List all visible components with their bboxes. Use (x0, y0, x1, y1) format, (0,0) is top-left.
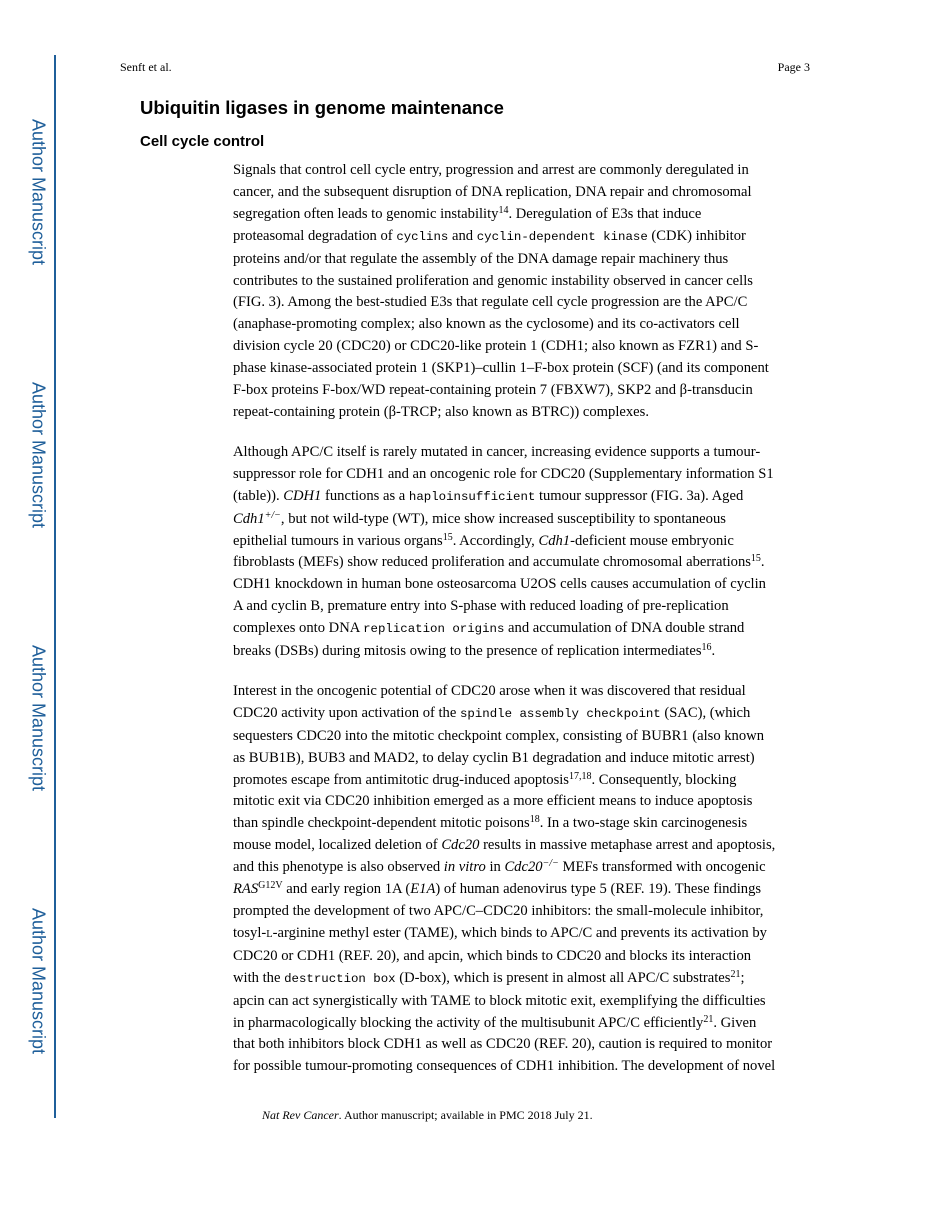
text-run: . Given (713, 1014, 757, 1031)
glossary-term: cyclin-dependent kinase (476, 229, 648, 244)
text-line (233, 726, 813, 748)
text-run: Interest in the oncogenic potential of CDC20 arose when it was discovered that residual (233, 682, 746, 699)
text-line (233, 249, 813, 271)
text-run: CDC20 or CDH1 (REF. 20), and apcin, which binds to CDC20 and blocks its interaction (233, 947, 752, 964)
text-run: phase kinase-associated protein 1 (SKP1)–cullin 1–F-box protein (SCF) (and its component (233, 360, 769, 377)
text-line (233, 292, 813, 314)
text-run: . Deregulation of E3s that induce (508, 205, 702, 222)
text-line (233, 968, 813, 991)
text-run: repeat-containing protein (β-TRCP; also known as BTRC)) complexes. (233, 403, 649, 420)
text-run: L (266, 928, 273, 940)
running-head-authors: Senft et al. (120, 60, 172, 74)
superscript: 15 (750, 553, 761, 565)
text-run: A and cyclin B, premature entry into S-phase with reduced loading of pre-replication (233, 598, 729, 615)
text-run: ) of human adenovirus type 5 (REF. 19). These findings (435, 881, 762, 898)
glossary-term: replication origins (363, 622, 505, 637)
superscript: 15 (442, 531, 453, 543)
subsection-title: Cell cycle control (140, 133, 265, 150)
text-run: functions as a (321, 487, 409, 504)
text-line (233, 770, 813, 792)
text-run: and (448, 227, 477, 244)
superscript: 17,18 (568, 770, 592, 782)
text-run: that both inhibitors block CDH1 as well as CDC20 (REF. 20), caution is required to monitor (233, 1036, 773, 1053)
superscript: −/− (542, 858, 559, 870)
text-line (233, 618, 813, 641)
text-line (233, 442, 813, 464)
author-manuscript-label: Author Manuscript (28, 118, 49, 266)
author-manuscript-label: Author Manuscript (28, 381, 49, 529)
text-run: MEFs transformed with oncogenic (558, 859, 766, 876)
text-run: Although APC/C itself is rarely mutated in cancer, increasing evidence supports a tumour- (233, 443, 761, 460)
text-run: complexes onto DNA (233, 620, 364, 637)
text-line (233, 486, 813, 509)
text-line (233, 596, 813, 618)
text-line (233, 464, 813, 486)
text-run: mitotic exit via CDC20 inhibition emerged as a more efficient means to induce apoptosis (233, 793, 753, 810)
text-line (233, 703, 813, 726)
text-run: (D-box), which is present in almost all APC/C substrates (395, 969, 731, 986)
text-run: CDH1 (283, 487, 322, 504)
text-line (233, 204, 813, 226)
text-line (233, 552, 813, 574)
text-run: E1A (410, 881, 436, 898)
text-run: F-box proteins F-box/WD repeat-containing protein 7 (FBXW7), SKP2 and β-transducin (233, 382, 753, 399)
text-run: mouse model, localized deletion of (233, 837, 442, 854)
paragraph (233, 442, 813, 663)
text-run: in pharmacologically blocking the activity of the multisubunit APC/C efficiently (233, 1014, 704, 1031)
text-run: , but not wild-type (WT), mice show increased susceptibility to spontaneous (280, 510, 726, 527)
text-line (233, 641, 813, 663)
text-run: CDC20 activity upon activation of the (233, 704, 460, 721)
text-line (233, 748, 813, 770)
text-run: CDH1 knockdown in human bone osteosarcoma U2OS cells causes accumulation of cyclin (233, 576, 766, 593)
paragraph (233, 681, 813, 1078)
text-run: segregation often leads to genomic instability (233, 205, 499, 222)
text-run: Cdc20 (441, 837, 480, 854)
text-run: promotes escape from antimitotic drug-induced apoptosis (233, 771, 569, 788)
text-run: division cycle 20 (CDC20) or CDC20-like protein 1 (CDH1; also known as FZR1) and S- (233, 338, 759, 355)
text-line (233, 991, 813, 1013)
text-line (233, 681, 813, 703)
body-text (233, 160, 813, 1096)
glossary-term: spindle assembly checkpoint (459, 706, 661, 721)
text-line (233, 574, 813, 596)
footer-text: . Author manuscript; available in PMC 2018 July 21. (338, 1108, 593, 1122)
text-run: Cdh1 (538, 532, 571, 549)
text-run: fibroblasts (MEFs) show reduced proliferation and accumulate chromosomal aberrations (233, 554, 751, 571)
text-line (233, 271, 813, 293)
glossary-term: haploinsufficient (408, 489, 536, 504)
superscript: 14 (498, 204, 509, 216)
text-line (233, 1034, 813, 1056)
text-line (233, 380, 813, 402)
glossary-term: destruction box (284, 971, 396, 986)
text-line (233, 1056, 813, 1078)
text-line (233, 358, 813, 380)
text-run: breaks (DSBs) during mitosis owing to the presence of replication intermediates (233, 643, 702, 660)
text-run: than spindle checkpoint-dependent mitotic poisons (233, 815, 530, 832)
text-run: . (760, 554, 765, 571)
text-run: results in massive metaphase arrest and apoptosis, (479, 837, 776, 854)
text-run: and early region 1A ( (282, 881, 411, 898)
text-line (233, 835, 813, 857)
page-number: Page 3 (777, 60, 810, 74)
text-line (233, 226, 813, 249)
text-run: prompted the development of two APC/C–CDC20 inhibitors: the small-molecule inhibitor, (233, 903, 764, 919)
text-run: (table)). (233, 487, 284, 504)
text-run: and this phenotype is also observed (233, 859, 444, 876)
text-run: in vitro (443, 859, 486, 876)
text-line (233, 531, 813, 553)
text-line (233, 336, 813, 358)
text-run: ; (740, 969, 745, 986)
section-title: Ubiquitin ligases in genome maintenance (140, 97, 504, 118)
text-line (233, 182, 813, 204)
text-run: Signals that control cell cycle entry, progression and arrest are commonly deregulated in (233, 162, 749, 178)
text-run: in (485, 859, 505, 876)
text-line (233, 946, 813, 968)
text-line (233, 791, 813, 813)
superscript: G12V (258, 880, 283, 892)
text-run: for possible tumour-promoting consequences of CDH1 inhibition. The development of novel (233, 1058, 776, 1075)
glossary-term: cyclins (396, 229, 449, 244)
text-run: tosyl- (233, 924, 267, 941)
paragraph (233, 160, 813, 424)
text-run: . Consequently, blocking (591, 771, 737, 788)
text-line (233, 879, 813, 901)
text-run: RAS (233, 881, 259, 898)
text-run: (SAC), (which (660, 704, 751, 721)
superscript: 18 (529, 814, 540, 826)
text-run: . (711, 643, 716, 660)
text-run: -deficient mouse embryonic (570, 532, 734, 549)
text-run: proteins and/or that regulate the assembly of the DNA damage repair machinery thus (233, 250, 729, 267)
text-line (233, 314, 813, 336)
text-run: sequesters CDC20 into the mitotic checkpoint complex, consisting of BUBR1 (also known (233, 727, 764, 744)
text-line (233, 857, 813, 879)
text-run: Cdh1 (233, 510, 265, 527)
superscript: 21 (730, 968, 741, 980)
journal-name: Nat Rev Cancer (262, 1108, 339, 1122)
text-run: proteasomal degradation of (233, 227, 397, 244)
author-manuscript-label: Author Manuscript (28, 644, 49, 792)
text-run: as BUB1B), BUB3 and MAD2, to delay cyclin B1 degradation and induce mitotic arrest) (233, 749, 755, 766)
text-run: Cdc20 (504, 859, 543, 876)
superscript: +/− (264, 509, 281, 521)
text-line (233, 160, 813, 182)
text-line (233, 402, 813, 424)
text-line (233, 1013, 813, 1035)
superscript: 16 (701, 642, 712, 654)
text-run: -arginine methyl ester (TAME), which binds to APC/C and prevents its activation by (272, 924, 767, 941)
text-run: suppressor role for CDH1 and an oncogenic role for CDC20 (Supplementary information S1 (233, 465, 774, 482)
text-line (233, 813, 813, 835)
text-run: . In a two-stage skin carcinogenesis (539, 815, 748, 832)
text-run: contributes to the sustained proliferation and genomic instability observed in cancer cells (233, 272, 753, 289)
author-manuscript-label: Author Manuscript (28, 907, 49, 1055)
text-run: and accumulation of DNA double strand (504, 620, 745, 637)
footer-citation (262, 1108, 593, 1123)
text-run: tumour suppressor (FIG. 3a). Aged (535, 487, 744, 504)
text-run: epithelial tumours in various organs (233, 532, 443, 549)
text-run: apcin can act synergistically with TAME to block mitotic exit, exemplifying the difficulties (233, 992, 766, 1009)
superscript: 21 (703, 1013, 714, 1025)
text-run: with the (233, 969, 285, 986)
text-run: (anaphase-promoting complex; also known as the cyclosome) and its co-activators cell (233, 316, 740, 333)
text-run: cancer, and the subsequent disruption of DNA replication, DNA repair and chromosomal (233, 183, 752, 200)
text-line (233, 509, 813, 531)
text-line (233, 901, 813, 923)
text-line (233, 923, 813, 946)
text-run: (FIG. 3). Among the best-studied E3s that regulate cell cycle progression are the APC/C (233, 294, 748, 311)
sidebar-rule (54, 55, 56, 1118)
text-run: (CDK) inhibitor (647, 227, 746, 244)
text-run: . Accordingly, (452, 532, 539, 549)
